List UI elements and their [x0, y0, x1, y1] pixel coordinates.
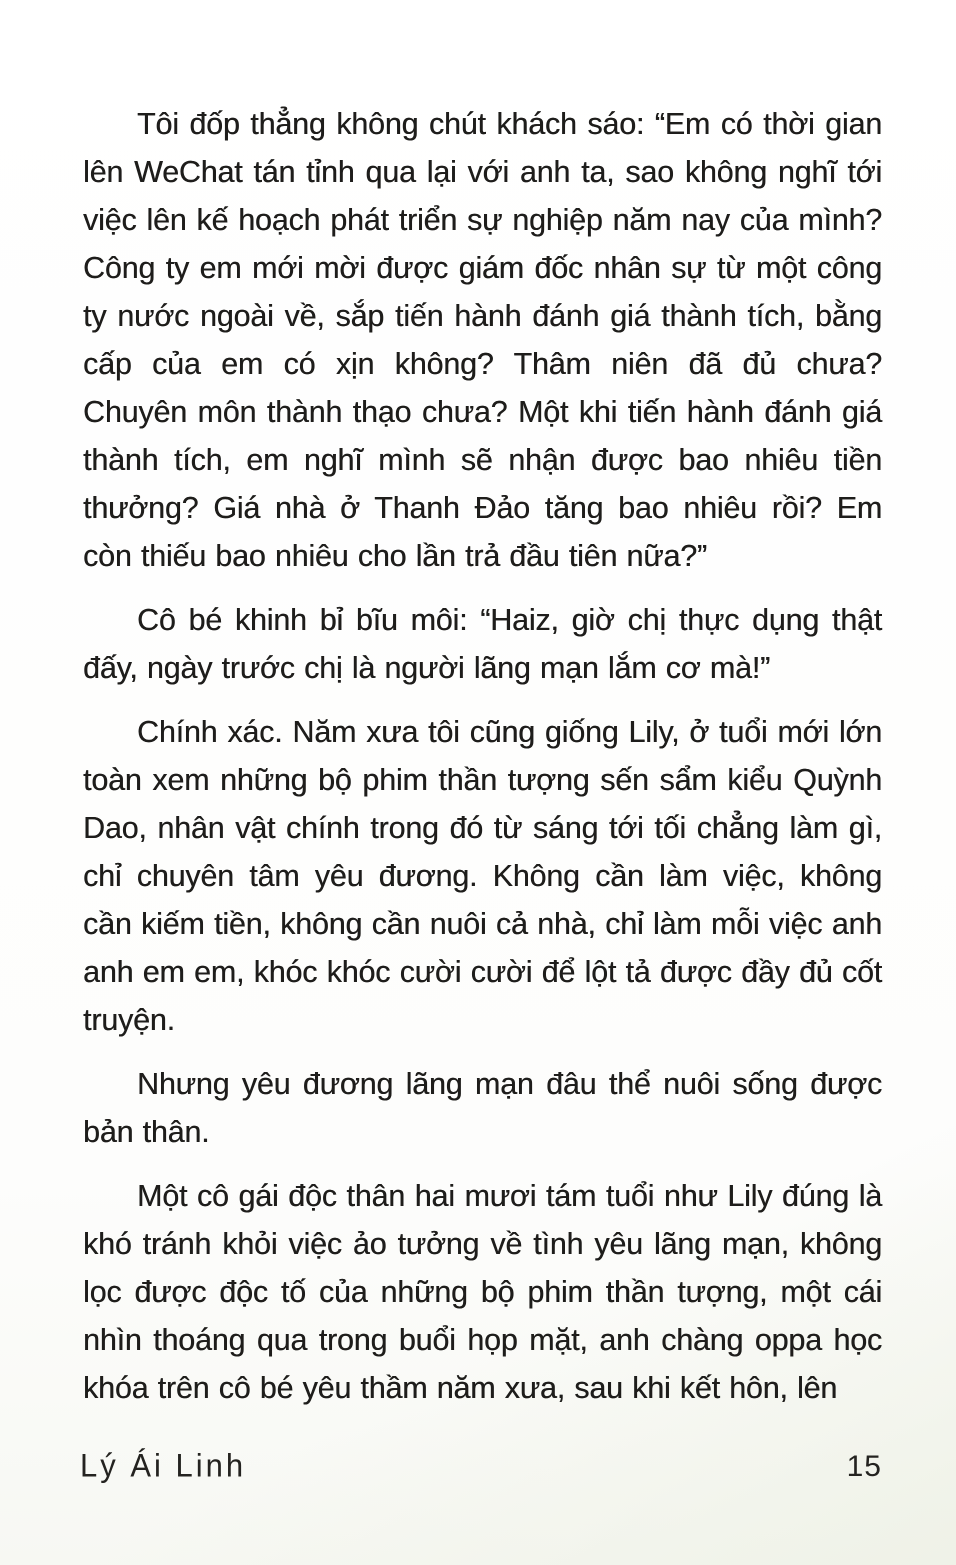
body-text — [83, 100, 882, 1428]
paragraph-5: Một cô gái độc thân hai mươi tám tuổi như Lily đúng là khó tránh khỏi việc ảo tưởng về tình yêu lãng mạn, không lọc được độc tố của những bộ phim thần tượng, một cái nhìn thoáng qua trong buổi họp mặt, anh chàng oppa học khóa trên cô bé yêu thầm năm xưa, sau khi kết hôn, lên — [83, 1179, 882, 1405]
page-footer — [80, 1448, 882, 1484]
page-number: 15 — [846, 1450, 882, 1483]
paragraph-4: Nhưng yêu đương lãng mạn đâu thể nuôi sống được bản thân. — [83, 1067, 882, 1149]
paragraph-1: Tôi đốp thẳng không chút khách sáo: “Em có thời gian lên WeChat tán tỉnh qua lại với anh ta, sao không nghĩ tới việc lên kế hoạch phát triển sự nghiệp năm nay của mình? Công ty em mới mời được giám đốc nhân sự từ một công ty nước ngoài về, sắp tiến hành đánh giá thành tích, bằng cấp của em có xịn không? Thâm niên đã đủ chưa? Chuyên môn thành thạo chưa? Một khi tiến hành đánh giá thành tích, em nghĩ mình sẽ nhận được bao nhiêu tiền thưởng? Giá nhà ở Thanh Đảo tăng bao nhiêu rồi? Em còn thiếu bao nhiêu cho lần trả đầu tiên nữa?” — [83, 107, 882, 573]
author-name: Lý Ái Linh — [80, 1447, 247, 1484]
paragraph-3: Chính xác. Năm xưa tôi cũng giống Lily, ở tuổi mới lớn toàn xem những bộ phim thần tượng sến sẩm kiểu Quỳnh Dao, nhân vật chính trong đó từ sáng tới tối chẳng làm gì, chỉ chuyên tâm yêu đương. Không cần làm việc, không cần kiếm tiền, không cần nuôi cả nhà, chỉ làm mỗi việc anh anh em em, khóc khóc cười cười để lột tả được đầy đủ cốt truyện. — [83, 715, 882, 1037]
paragraph-2: Cô bé khinh bỉ bĩu môi: “Haiz, giờ chị thực dụng thật đấy, ngày trước chị là người lãng mạn lắm cơ mà!” — [83, 603, 882, 685]
